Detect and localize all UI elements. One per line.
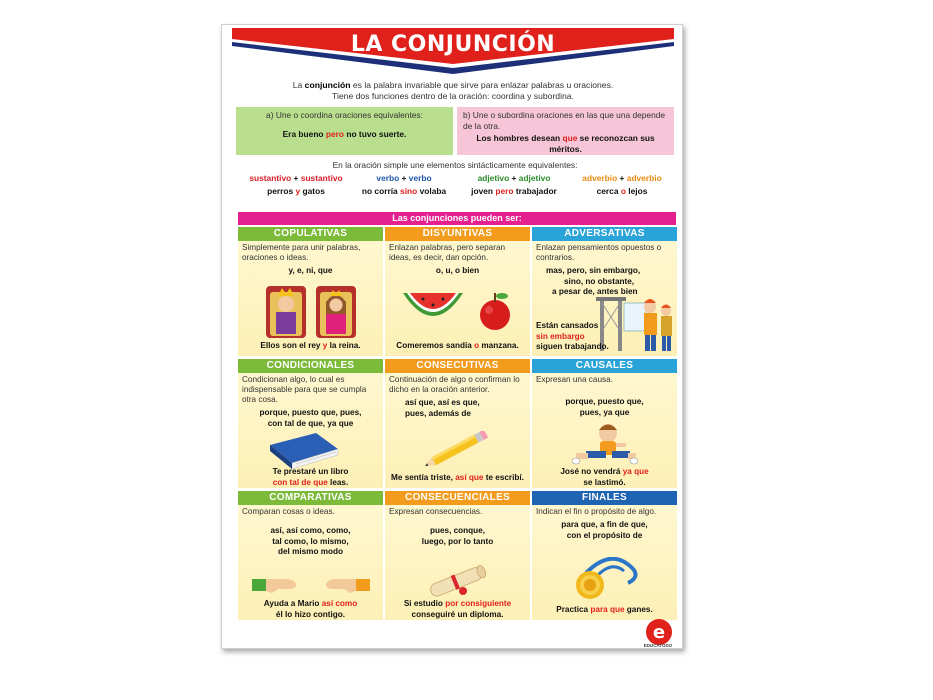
plus-sign: + <box>511 173 517 183</box>
card-ex-pre: Me sentía triste, <box>391 473 456 482</box>
card-desc: Condicionan algo, lo cual es indispensable para que se cumpla otra cosa. <box>242 375 367 404</box>
pair-term: adverbio <box>582 173 618 183</box>
card-ex-pre: Si estudio <box>403 599 446 608</box>
pair-ex-post: gatos <box>300 186 325 196</box>
card-conj: por consiguiente <box>445 599 512 608</box>
function-a-example <box>242 129 447 140</box>
watermelon-apple-illustration <box>399 285 519 333</box>
card-conj: así como <box>321 599 358 608</box>
card-ex-post: manzana. <box>479 341 519 350</box>
pair-ex-post: trabajador <box>513 186 557 196</box>
card-conj: con tal de que <box>272 477 328 487</box>
pair-conj: o <box>620 186 626 196</box>
function-b-conj: que <box>562 133 578 143</box>
logo-text: EDUCATODO <box>643 643 673 648</box>
card-title: COPULATIVAS <box>238 227 383 241</box>
card-words-line: pues, ya que <box>579 407 630 417</box>
card-words <box>238 526 383 558</box>
card-words-line: a pesar de, antes bien <box>552 287 638 296</box>
card-words-line: así que, así es que, <box>405 398 480 407</box>
plus-sign: + <box>293 173 299 183</box>
card-ex-line: se lastimó. <box>583 477 626 487</box>
card-desc: Comparan cosas o ideas. <box>242 507 335 516</box>
card-condicionales <box>238 359 383 488</box>
pair-term: adverbio <box>626 173 662 183</box>
pair-conj: sino <box>400 186 418 196</box>
card-example <box>238 599 383 620</box>
king-queen-illustration <box>264 280 358 338</box>
pair-term: sustantivo <box>249 173 292 183</box>
card-example <box>238 467 383 488</box>
card-disyuntivas <box>385 227 530 356</box>
card-title: FINALES <box>532 491 677 505</box>
pair-conj: pero <box>495 186 514 196</box>
plus-sign: + <box>401 173 407 183</box>
card-ex-pre: Ellos son el rey <box>260 341 323 350</box>
card-desc: Expresan consecuencias. <box>389 507 483 516</box>
pair-conj: y <box>295 186 301 196</box>
card-words <box>532 397 677 418</box>
function-b-example <box>463 133 668 154</box>
card-example <box>532 321 677 353</box>
card-words-line: para que, a fin de que, <box>561 520 648 529</box>
card-example <box>532 605 677 616</box>
card-words-line: luego, por lo tanto <box>421 536 494 546</box>
card-desc: Simplemente para unir palabras, oraciones o ideas. <box>242 243 361 262</box>
card-words-line: pues, conque, <box>429 526 486 535</box>
medal-illustration <box>568 557 646 601</box>
simple-intro: En la oración simple une elementos sintácticamente equivalentes: <box>332 160 578 170</box>
card-conj: así que <box>455 473 484 482</box>
function-subordina-box <box>457 107 674 155</box>
card-ex-post: te escribí. <box>483 473 524 482</box>
intro-text <box>242 80 664 102</box>
card-words-line: pues, además de <box>405 408 471 418</box>
pair-ex-pre: cerca <box>596 186 621 196</box>
card-example <box>385 341 530 352</box>
poster <box>221 24 683 649</box>
card-example <box>238 341 383 352</box>
card-ex-pre: Ayuda a Mario <box>263 599 322 608</box>
pencil-illustration <box>421 431 495 467</box>
card-title: COMPARATIVAS <box>238 491 383 505</box>
card-words <box>385 526 530 547</box>
intro-keyword: conjunción <box>304 80 351 90</box>
card-conj: sin embargo <box>536 331 585 341</box>
card-title: CONSECUENCIALES <box>385 491 530 505</box>
pair-term: adjetivo <box>477 173 510 183</box>
card-example <box>385 473 530 484</box>
pair-adverbio <box>562 172 682 198</box>
card-desc: Enlazan pensamientos opuestos o contrarios. <box>536 243 662 262</box>
card-ex-post: leas. <box>327 477 349 487</box>
intro-line2: Tiene dos funciones dentro de la oración: coordina y subordina. <box>332 91 574 101</box>
card-ex-pre: Comeremos sandía <box>396 341 475 350</box>
card-words: o, u, o bien <box>435 266 480 275</box>
card-ex-line: conseguiré un diploma. <box>411 609 504 619</box>
function-a-ex-pre: Era bueno <box>282 128 326 139</box>
pair-ex-pre: perros <box>267 186 296 196</box>
logo-mark: e <box>652 622 666 643</box>
card-words-line: así, así como, como, <box>270 526 351 535</box>
function-b-ex-pre: Los hombres desean <box>476 133 563 143</box>
card-example <box>532 467 677 488</box>
card-words <box>532 520 677 541</box>
function-b-heading: b) Une o subordina oraciones en las que una depende de la otra. <box>463 110 666 131</box>
plus-sign: + <box>619 173 625 183</box>
pair-term: sustantivo <box>300 173 343 183</box>
card-words-line: sino, no obstante, <box>564 276 635 286</box>
function-a-ex-post: no tuvo suerte. <box>344 128 407 139</box>
pair-ex-post: lejos <box>625 186 648 196</box>
card-conj: y <box>322 341 328 350</box>
diploma-illustration <box>421 563 493 599</box>
card-conj: o <box>474 341 480 350</box>
function-a-conj: pero <box>325 128 345 139</box>
card-ex-post: ganes. <box>624 605 653 614</box>
title-banner <box>232 28 674 74</box>
card-conj: ya que <box>622 467 649 476</box>
pair-term: adjetivo <box>518 173 551 183</box>
function-coordina-box <box>236 107 453 155</box>
pair-term: verbo <box>376 173 400 183</box>
card-ex-line: siguen trabajando. <box>536 342 609 351</box>
function-a-heading: a) Une o coordina oraciones equivalentes: <box>266 110 423 120</box>
card-ex-pre: Practica <box>556 605 591 614</box>
card-words <box>238 408 383 429</box>
intro-line1-post: es la palabra invariable que sirve para enlazar palabras u oraciones. <box>350 80 614 90</box>
card-words-line: porque, puesto que, <box>565 397 644 406</box>
function-b-ex-post: se reconozcan sus méritos. <box>549 133 655 154</box>
card-desc: Continuación de algo o confirman lo dicho en la oración anterior. <box>389 375 520 394</box>
card-consecutivas <box>385 359 530 488</box>
card-title: DISYUNTIVAS <box>385 227 530 241</box>
page-title: LA CONJUNCIÓN <box>350 32 556 57</box>
card-words-line: del mismo modo <box>277 547 344 556</box>
card-example <box>385 599 530 620</box>
card-words <box>385 398 530 419</box>
book-illustration <box>266 431 342 471</box>
card-title: CONSECUTIVAS <box>385 359 530 373</box>
pair-term: verbo <box>408 173 432 183</box>
card-finales <box>532 491 677 620</box>
card-desc: Expresan una causa. <box>536 375 613 384</box>
injured-boy-illustration <box>572 421 638 469</box>
card-ex-line: Te prestaré un libro <box>272 467 349 476</box>
card-words: y, e, ni, que <box>288 266 333 275</box>
card-desc: Indican el fin o propósito de algo. <box>536 507 657 516</box>
card-title: CONDICIONALES <box>238 359 383 373</box>
card-desc: Enlazan palabras, pero separan ideas, es decir, dan opción. <box>389 243 506 262</box>
pair-sustantivo <box>236 172 356 198</box>
card-causales <box>532 359 677 488</box>
pair-adjetivo <box>454 172 574 198</box>
card-adversativas <box>532 227 677 356</box>
card-ex-line: Están cansados <box>536 321 599 330</box>
card-words-line: con el propósito de <box>566 530 643 540</box>
card-copulativas <box>238 227 383 356</box>
intro-line1-pre: La <box>292 80 305 90</box>
card-words-line: con tal de que, ya que <box>267 418 354 428</box>
handshake-illustration <box>252 571 370 599</box>
pairs-row <box>236 172 674 200</box>
card-ex-post: la reina. <box>327 341 361 350</box>
pair-ex-post: volaba <box>417 186 447 196</box>
card-title: ADVERSATIVAS <box>532 227 677 241</box>
pair-ex-pre: no corría <box>361 186 401 196</box>
card-words-line: tal como, lo mismo, <box>272 536 349 546</box>
card-words-line: mas, pero, sin embargo, <box>546 266 641 275</box>
card-words-line: porque, puesto que, pues, <box>259 408 362 417</box>
card-conj: para que <box>590 605 625 614</box>
card-comparativas <box>238 491 383 620</box>
card-consecuenciales <box>385 491 530 620</box>
card-ex-line: él lo hizo contigo. <box>275 609 346 619</box>
pair-ex-pre: joven <box>471 186 496 196</box>
card-title: CAUSALES <box>532 359 677 373</box>
pair-verbo <box>344 172 464 198</box>
types-header: Las conjunciones pueden ser: <box>238 212 676 225</box>
card-ex-pre: José no vendrá <box>560 467 623 476</box>
